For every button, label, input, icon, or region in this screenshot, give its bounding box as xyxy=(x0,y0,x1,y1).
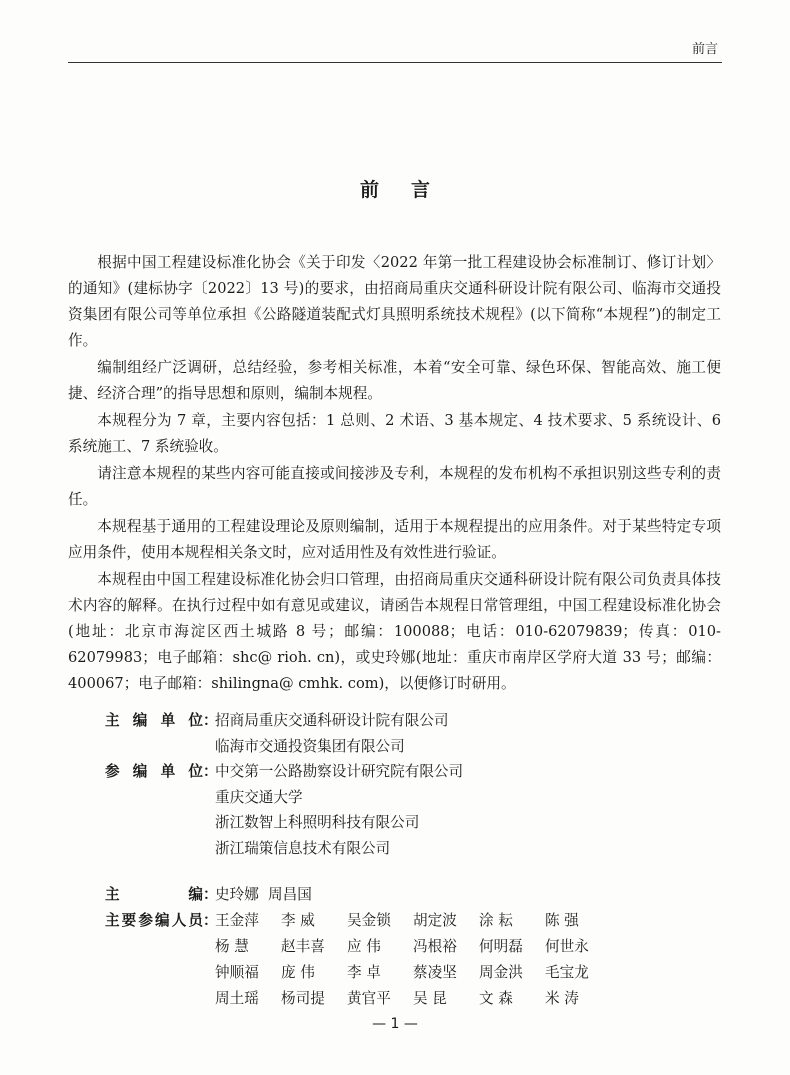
chief-units: 主编单位： 招商局重庆交通科研设计院有限公司 临海市交通投资集团有限公司 xyxy=(105,708,463,759)
running-title: 前言 xyxy=(691,42,718,57)
editor-name: 吴 昆 xyxy=(413,990,447,1007)
chief-editors-names: 史玲娜 周昌国 xyxy=(215,886,312,903)
unit-name: 中交第一公路勘察设计研究院有限公司 xyxy=(215,763,464,780)
editor-name: 米 涛 xyxy=(545,990,579,1007)
editor-name: 冯根裕 xyxy=(413,938,457,955)
unit-name: 浙江数智上科照明科技有限公司 xyxy=(215,814,420,831)
editor-name: 何世永 xyxy=(545,938,589,955)
chief-editors-label: 主编 xyxy=(105,886,203,903)
editor-name: 王金萍 xyxy=(215,912,259,929)
unit-name: 招商局重庆交通科研设计院有限公司 xyxy=(215,712,449,729)
editor-name: 李 卓 xyxy=(347,964,381,981)
editor-name: 应 伟 xyxy=(347,938,381,955)
main-editors: 主要参编人员： 王金萍 李 威 吴金锁 胡定波 涂 耘 陈 强 杨 慧 赵丰喜 应 伟 冯根裕 何明磊 何世永 钟顺福 庞 伟 李 卓 蔡凌坚 周金洪 毛宝龙 周土瑶 杨司提 黄官平 吴 昆 文 森 米 涛 xyxy=(105,908,611,1012)
page-title: 前言 xyxy=(359,179,462,201)
editor-name: 黄官平 xyxy=(347,990,391,1007)
page-number: — 1 — xyxy=(372,1016,418,1032)
chief-units-label: 主编单位 xyxy=(105,712,203,729)
unit-name: 临海市交通投资集团有限公司 xyxy=(215,737,405,755)
unit-name: 重庆交通大学 xyxy=(215,788,303,806)
editor-name: 杨司提 xyxy=(281,990,325,1007)
chief-editors: 主编： 史玲娜 周昌国 xyxy=(105,882,611,908)
paragraph: 本规程基于通用的工程建设理论及原则编制，适用于本规程提出的应用条件。对于某些特定专项应用条件，使用本规程相关条文时，应对适用性及有效性进行验证。 xyxy=(68,518,721,561)
editor-name: 钟顺福 xyxy=(215,964,259,981)
paragraph: 本规程分为 7 章，主要内容包括：1 总则、2 术语、3 基本规定、4 技术要求、5 系统设计、6 系统施工、7 系统验收。 xyxy=(68,412,721,455)
participating-units: 参编单位： 中交第一公路勘察设计研究院有限公司 重庆交通大学 浙江数智上科照明科技有限公司 浙江瑞策信息技术有限公司 xyxy=(105,759,463,861)
paragraph: 请注意本规程的某些内容可能直接或间接涉及专利，本规程的发布机构不承担识别这些专利的责任。 xyxy=(68,465,721,508)
participating-units-label: 参编单位 xyxy=(105,763,203,780)
paragraph: 本规程由中国工程建设标准化协会归口管理，由招商局重庆交通科研设计院有限公司负责具体技术内容的解释。在执行过程中如有意见或建议，请函告本规程日常管理组，中国工程建设标准化协会(地址：北京市海淀区西土城路 8 号；邮编：100088；电话：010-62079839；传真：010-62079983；电子邮箱：shc@ rioh. cn)，或史玲娜(地址：重庆市南岸区学府大道 33 号；邮编：400067；电子邮箱：shilingna@ cmhk. com)，以便修订时研用。 xyxy=(68,571,721,692)
paragraph: 编制组经广泛调研，总结经验，参考相关标准，本着“安全可靠、绿色环保、智能高效、施工便捷、经济合理”的指导思想和原则，编制本规程。 xyxy=(68,359,721,402)
editor-name: 蔡凌坚 xyxy=(413,964,457,981)
editor-name: 毛宝龙 xyxy=(545,964,589,981)
main-editors-label: 主要参编人员 xyxy=(105,912,203,929)
editor-name: 何明磊 xyxy=(479,938,523,955)
header-rule xyxy=(68,62,722,63)
editor-name: 文 森 xyxy=(479,990,513,1007)
editor-name: 周金洪 xyxy=(479,964,523,981)
editor-name: 陈 强 xyxy=(545,912,579,929)
editor-name: 李 威 xyxy=(281,912,315,929)
editor-name: 周土瑶 xyxy=(215,990,259,1007)
main-editors-names xyxy=(215,908,611,1012)
editor-name: 杨 慧 xyxy=(215,938,249,955)
editor-name: 吴金锁 xyxy=(347,912,391,929)
editor-name: 赵丰喜 xyxy=(281,938,325,955)
editor-name: 庞 伟 xyxy=(281,964,315,981)
editors-section xyxy=(105,882,611,1012)
units-section xyxy=(105,708,463,861)
preface-body xyxy=(68,250,721,698)
editor-name: 涂 耘 xyxy=(479,912,513,929)
paragraph: 根据中国工程建设标准化协会《关于印发〈2022 年第一批工程建设协会标准制订、修订计划〉的通知》(建标协字〔2022〕13 号)的要求，由招商局重庆交通科研设计院有限公司、临海市交通投资集团有限公司等单位承担《公路隧道装配式灯具照明系统技术规程》(以下简称“本规程”)的制定工作。 xyxy=(68,254,721,349)
editor-name: 胡定波 xyxy=(413,912,457,929)
unit-name: 浙江瑞策信息技术有限公司 xyxy=(215,839,391,857)
